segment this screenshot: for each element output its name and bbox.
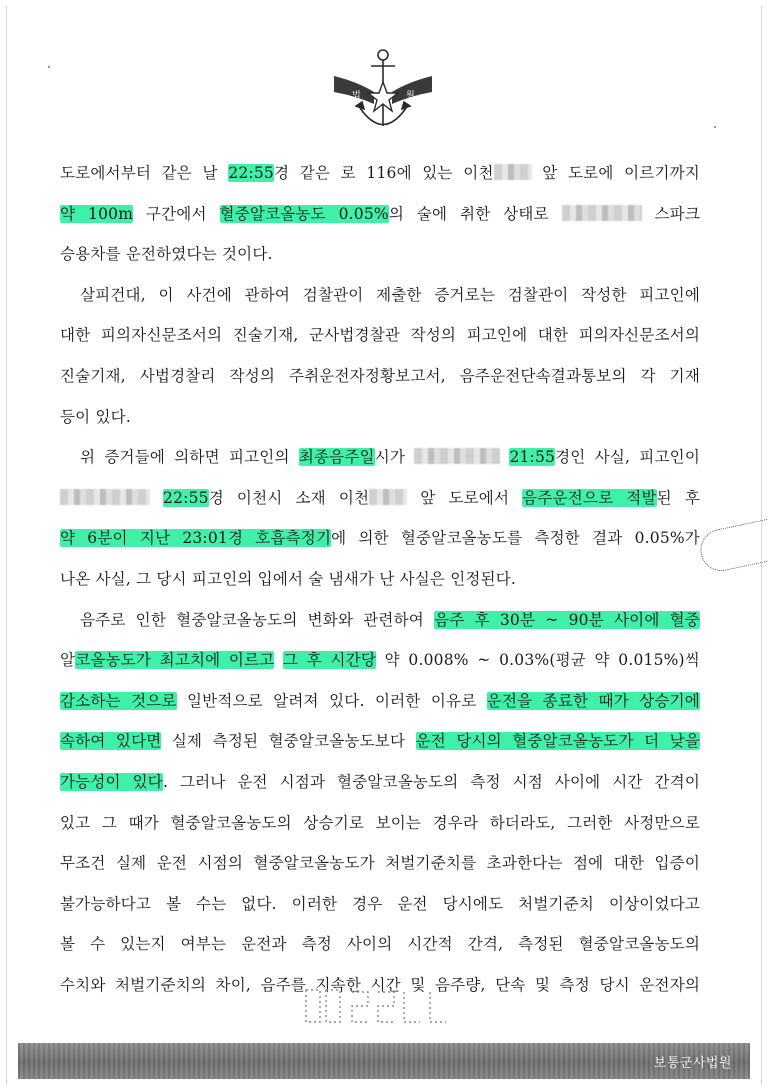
redacted-block bbox=[369, 489, 407, 505]
text-line bbox=[60, 803, 700, 844]
scan-speck bbox=[48, 66, 50, 68]
text-line bbox=[60, 559, 700, 600]
text-line bbox=[60, 153, 700, 194]
text-segment bbox=[150, 489, 163, 507]
text-line bbox=[60, 437, 700, 478]
emblem-right-char: 원 bbox=[406, 91, 415, 101]
text-segment: 승용차를 운전하였다는 것이다. bbox=[60, 245, 273, 264]
text-line bbox=[60, 924, 700, 965]
text-segment: 약 0.008% ~ 0.03%(평균 약 0.015%)씩 bbox=[376, 651, 700, 670]
footer-bar bbox=[18, 1043, 750, 1079]
highlighted-text: 최종음주일 bbox=[298, 448, 375, 467]
text-segment: 알 bbox=[60, 651, 76, 670]
document-body bbox=[60, 153, 700, 1005]
text-segment bbox=[274, 651, 283, 669]
text-segment: 일반적으로 알려져 있다. 이러한 이유로 bbox=[176, 691, 487, 710]
text-segment: 무조건 실제 운전 시점의 혈중알코올농도가 처벌기준치를 초과한다는 점에 대한 입증이 bbox=[60, 854, 700, 873]
court-name: 보통군사법원 bbox=[653, 1056, 732, 1071]
text-line bbox=[60, 640, 700, 681]
text-segment: 위 증거들에 의하면 피고인의 bbox=[80, 448, 299, 467]
highlighted-text: 22:55 bbox=[228, 164, 274, 182]
text-segment: 대한 피의자신문조서의 진술기재, 군사법경찰관 작성의 피고인에 대한 피의자신문조서의 bbox=[60, 326, 700, 345]
highlighted-text: 약 100m bbox=[60, 204, 134, 223]
text-segment: . 그러나 운전 시점과 혈중알코올농도의 측정 시점 사이에 시간 간격이 bbox=[162, 772, 700, 791]
text-segment: 시가 bbox=[374, 448, 415, 467]
highlighted-text: 운전 당시의 혈중알코올농도가 더 낮을 bbox=[415, 732, 700, 751]
text-segment: 등이 있다. bbox=[60, 407, 131, 426]
text-segment: 에 의한 혈중알코올농도를 측정한 결과 0.05%가 bbox=[331, 529, 700, 548]
text-segment: 실제 측정된 혈중알코올농도보다 bbox=[161, 732, 416, 751]
text-segment: 앞 도로에 이르기까지 bbox=[531, 164, 700, 182]
page-number-marks bbox=[300, 984, 460, 1030]
text-line bbox=[60, 681, 700, 722]
text-line bbox=[60, 194, 700, 235]
text-line bbox=[60, 843, 700, 884]
text-line bbox=[60, 884, 700, 925]
text-segment: 경인 사실, 피고인이 bbox=[555, 448, 700, 467]
text-segment: 구간에서 bbox=[133, 204, 220, 223]
text-segment: 의 술에 취한 상태로 bbox=[388, 204, 562, 223]
highlighted-text: 음주운전으로 적발 bbox=[522, 488, 657, 507]
highlighted-text: 그 후 시간당 bbox=[283, 651, 377, 670]
text-line bbox=[60, 600, 700, 641]
text-segment: 수치와 처벌기준치의 차이, 음주를 지속한 시간 및 음주량, 단속 및 측정 당시 운전자의 bbox=[60, 975, 700, 994]
text-segment: 볼 수 있는지 여부는 운전과 측정 사이의 시간적 간격, 측정된 혈중알코올농도의 bbox=[60, 935, 700, 954]
text-segment: 음주로 인한 혈중알코올농도의 변화와 관련하여 bbox=[80, 610, 435, 629]
text-line bbox=[60, 275, 700, 316]
text-segment: 도로에서부터 같은 날 bbox=[60, 164, 229, 182]
redacted-block bbox=[562, 205, 642, 221]
highlighted-text: 음주 후 30분 ~ 90분 사이에 혈중 bbox=[434, 610, 700, 629]
text-line bbox=[60, 762, 700, 803]
text-segment: 나온 사실, 그 당시 피고인의 입에서 술 냄새가 난 사실은 인정된다. bbox=[60, 569, 517, 588]
text-segment: 앞 도로에서 bbox=[407, 488, 523, 507]
highlighted-text: 혈중알코올농도 0.05% bbox=[219, 204, 389, 223]
text-segment: 살피건대, 이 사건에 관하여 검찰관이 제출한 증거로는 검찰관이 작성한 피고인에 bbox=[80, 285, 700, 304]
emblem-left-char: 법 bbox=[352, 91, 361, 101]
highlighted-text: 가능성이 있다 bbox=[60, 772, 163, 791]
highlighted-text: 운전을 종료한 때가 상승기에 bbox=[486, 691, 700, 710]
text-segment: 불가능하다고 볼 수는 없다. 이러한 경우 운전 당시에도 처벌기준치 이상이었다고 bbox=[60, 894, 700, 913]
scan-speck bbox=[714, 126, 716, 128]
text-line bbox=[60, 721, 700, 762]
redacted-block bbox=[414, 448, 500, 464]
text-segment: 된 후 bbox=[656, 488, 701, 507]
text-segment: 경 이천시 소재 이천 bbox=[208, 488, 370, 507]
highlighted-text: 22:55 bbox=[163, 488, 209, 507]
text-segment: 경 같은 로 116에 있는 이천 bbox=[273, 164, 494, 182]
text-line bbox=[60, 478, 700, 519]
text-segment: 스파크 bbox=[641, 204, 700, 223]
text-segment: 있고 그 때가 혈중알코올농도의 상승기로 보이는 경우라 하더라도, 그러한 사정만으로 bbox=[60, 813, 700, 832]
highlighted-text: 코올농도가 최고치에 이르고 bbox=[75, 651, 275, 670]
highlighted-text: 감소하는 것으로 bbox=[60, 691, 177, 710]
redacted-block bbox=[494, 164, 532, 180]
text-line bbox=[60, 397, 700, 438]
highlighted-text: 21:55 bbox=[509, 448, 556, 467]
highlighted-text: 속하여 있다면 bbox=[60, 732, 162, 751]
redacted-block bbox=[60, 489, 150, 505]
highlighted-text: 약 6분이 지난 23:01경 호흡측정기 bbox=[60, 529, 332, 548]
text-line bbox=[60, 234, 700, 275]
text-line bbox=[60, 518, 700, 559]
court-emblem-icon bbox=[330, 46, 436, 138]
text-line bbox=[60, 356, 700, 397]
text-line bbox=[60, 315, 700, 356]
text-segment: 진술기재, 사법경찰리 작성의 주취운전자정황보고서, 음주운전단속결과통보의 각 기재 bbox=[60, 366, 700, 385]
